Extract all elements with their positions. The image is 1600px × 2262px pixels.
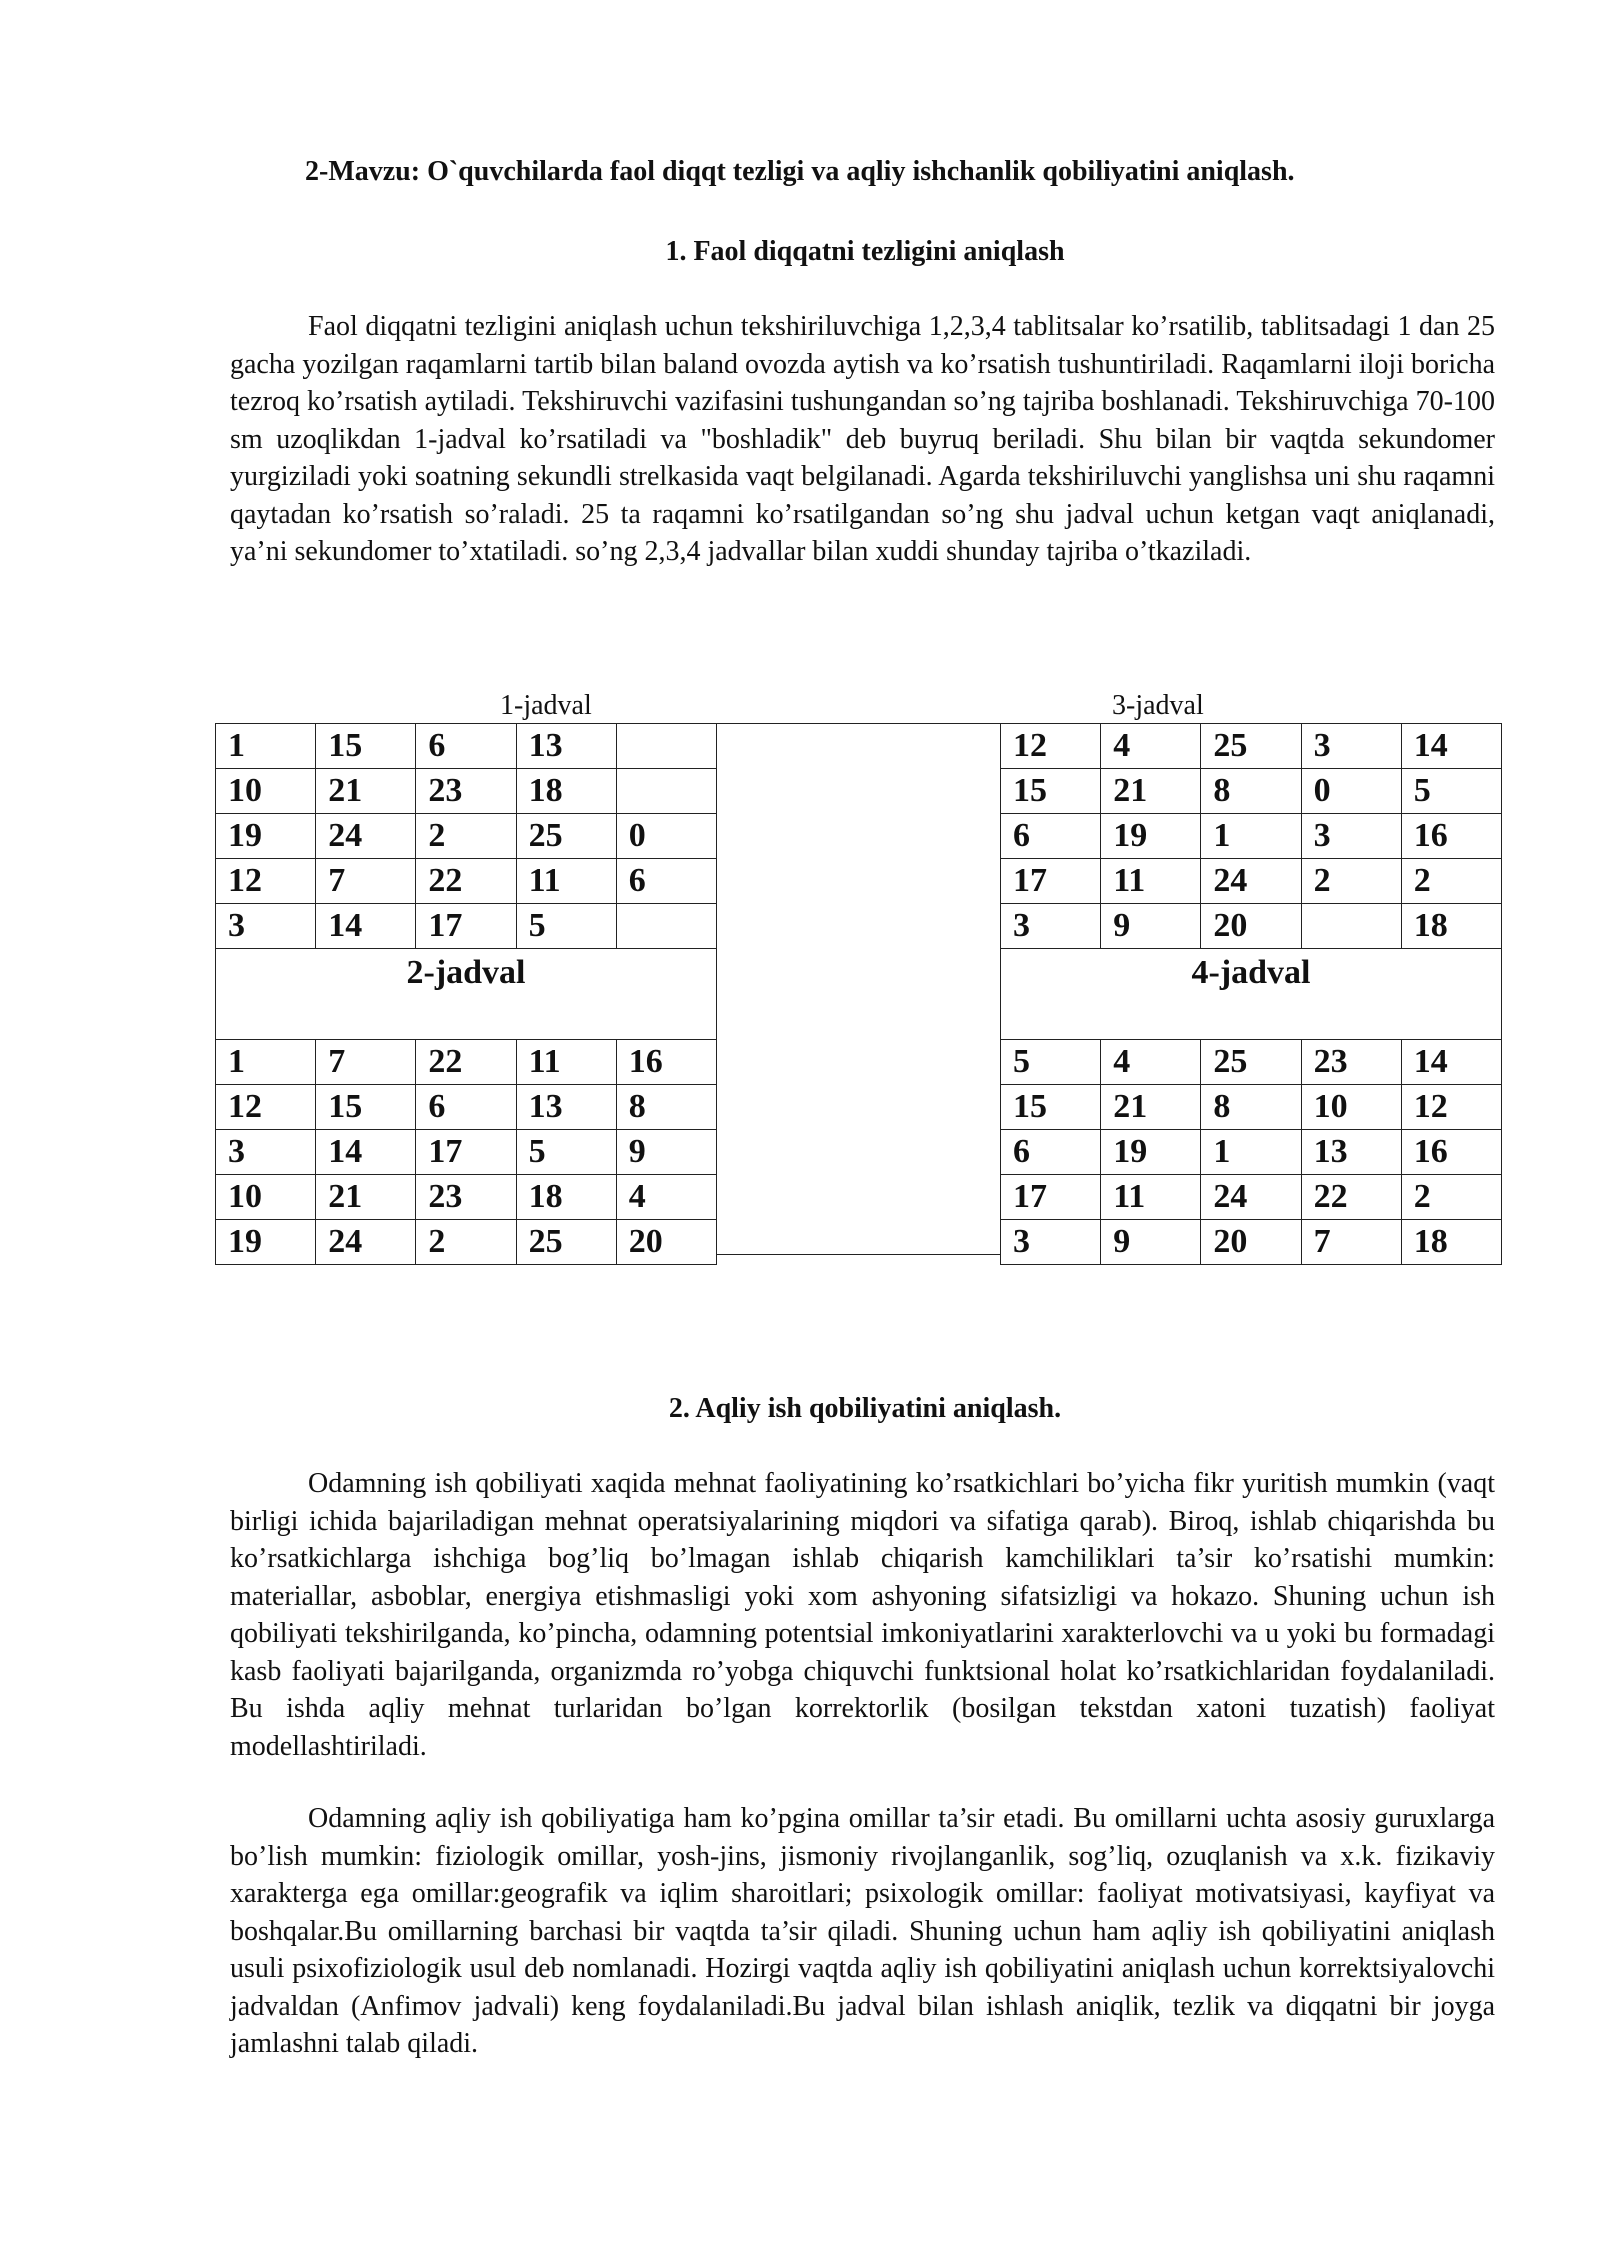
- table1-cell: 23: [416, 769, 516, 814]
- table1-caption: 1-jadval: [500, 690, 592, 721]
- table4-row: [1001, 1130, 1502, 1175]
- table1-cell: 5: [516, 904, 616, 949]
- table2-cell: 8: [616, 1085, 716, 1130]
- table1-cell: 21: [316, 769, 416, 814]
- table1-cell: 19: [216, 814, 316, 859]
- table3-caption: 3-jadval: [1112, 690, 1204, 721]
- table2-row: [216, 1130, 717, 1175]
- table3-cell: 3: [1001, 904, 1101, 949]
- table3-cell: 14: [1401, 724, 1501, 769]
- table2-row: [216, 1175, 717, 1220]
- table2-cell: 21: [316, 1175, 416, 1220]
- table4-cell: 18: [1401, 1220, 1501, 1265]
- table3-cell: 6: [1001, 814, 1101, 859]
- table2-caption: 2-jadval: [216, 949, 717, 1040]
- table4-cell: 24: [1201, 1175, 1301, 1220]
- table3-cell: 25: [1201, 724, 1301, 769]
- table1-cell: [616, 769, 716, 814]
- table1-cell: [616, 724, 716, 769]
- table2-caption-row: [216, 949, 717, 1040]
- table4-cell: 7: [1301, 1220, 1401, 1265]
- tables-left: [215, 723, 717, 1265]
- table4-cell: 21: [1101, 1085, 1201, 1130]
- table4-cell: 12: [1401, 1085, 1501, 1130]
- table2-row: [216, 1040, 717, 1085]
- table2-cell: 25: [516, 1220, 616, 1265]
- table2-cell: 15: [316, 1085, 416, 1130]
- table1-cell: [616, 904, 716, 949]
- table1-cell: 10: [216, 769, 316, 814]
- table3-cell: 11: [1101, 859, 1201, 904]
- table4-row: [1001, 1085, 1502, 1130]
- table2-cell: 20: [616, 1220, 716, 1265]
- table3-cell: 18: [1401, 904, 1501, 949]
- table1-cell: 2: [416, 814, 516, 859]
- table3-row: [1001, 814, 1502, 859]
- table4-row: [1001, 1175, 1502, 1220]
- table1-cell: 11: [516, 859, 616, 904]
- table2-cell: 1: [216, 1040, 316, 1085]
- table3-cell: 4: [1101, 724, 1201, 769]
- table1-cell: 17: [416, 904, 516, 949]
- table1-cell: 24: [316, 814, 416, 859]
- table3-cell: 16: [1401, 814, 1501, 859]
- table2-cell: 7: [316, 1040, 416, 1085]
- table1-row: [216, 814, 717, 859]
- table2-cell: 12: [216, 1085, 316, 1130]
- table2-cell: 6: [416, 1085, 516, 1130]
- table3-cell: 15: [1001, 769, 1101, 814]
- table1-cell: 0: [616, 814, 716, 859]
- table1-cell: 18: [516, 769, 616, 814]
- table2-cell: 4: [616, 1175, 716, 1220]
- table3-cell: 20: [1201, 904, 1301, 949]
- table1-cell: 3: [216, 904, 316, 949]
- table4-cell: 11: [1101, 1175, 1201, 1220]
- table1-cell: 7: [316, 859, 416, 904]
- document-title: 2-Mavzu: O`quvchilarda faol diqqt tezligi va aqliy ishchanlik qobiliyatini aniqlash.: [305, 156, 1295, 187]
- table1-cell: 12: [216, 859, 316, 904]
- table2-cell: 16: [616, 1040, 716, 1085]
- table3-cell: 19: [1101, 814, 1201, 859]
- table2-cell: 11: [516, 1040, 616, 1085]
- table4-cell: 17: [1001, 1175, 1101, 1220]
- table4-cell: 8: [1201, 1085, 1301, 1130]
- table3-cell: 1: [1201, 814, 1301, 859]
- section2-paragraph-2: Odamning aqliy ish qobiliyatiga ham ko’pgina omillar ta’sir etadi. Bu omillarni uchta asosiy guruxlarga bo’lish mumkin: fiziologik omillar, yosh-jins, jismoniy rivojlanganlik, sog’liq, ozuqlanish va x.k. fizikaviy xarakterga ega omillar:geografik va iqlim sharoitlari; psixologik omillar: faoliyat motivatsiyasi, kayfiyat va boshqalar.Bu omillarning barchasi bir vaqtda ta’sir qiladi. Shuning uchun ham aqliy ish qobiliyatini aniqlash usuli psixofiziologik usul deb nomlanadi. Hozirgi vaqtda aqliy ish qobiliyatini aniqlash uchun korrektsiyalovchi jadvaldan (Anfimov jadvali) keng foydalaniladi.Bu jadval bilan ishlash aniqlik, tezlik va diqqatni bir joyga jamlashni talab qiladi.: [230, 1803, 1495, 2059]
- table3-cell: 9: [1101, 904, 1201, 949]
- table4-cell: 23: [1301, 1040, 1401, 1085]
- table2-cell: 9: [616, 1130, 716, 1175]
- table1-row: [216, 724, 717, 769]
- table3-cell: 21: [1101, 769, 1201, 814]
- table4-cell: 13: [1301, 1130, 1401, 1175]
- table2-cell: 19: [216, 1220, 316, 1265]
- table1-cell: 25: [516, 814, 616, 859]
- table2-cell: 10: [216, 1175, 316, 1220]
- table2-row: [216, 1220, 717, 1265]
- table2-cell: 2: [416, 1220, 516, 1265]
- table3-cell: 8: [1201, 769, 1301, 814]
- table4-cell: 9: [1101, 1220, 1201, 1265]
- section1-paragraph: Faol diqqatni tezligini aniqlash uchun tekshiriluvchiga 1,2,3,4 tablitsalar ko’rsatilib, tablitsadagi 1 dan 25 gacha yozilgan raqamlarni tartib bilan baland ovozda aytish va ko’rsatish tushuntiriladi. Raqamlarni iloji boricha tezroq ko’rsatish aytiladi. Tekshiruvchi vazifasini tushungandan so’ng tajriba boshlanadi. Tekshiruvchiga 70-100 sm uzoqlikdan 1-jadval ko’rsatiladi va "boshladik" deb buyruq beriladi. Shu bilan bir vaqtda sekundomer yurgiziladi yoki soatning sekundli strelkasida vaqt belgilanadi. Agarda tekshiriluvchi yanglishsa uni shu raqamni qaytadan ko’rsatish so’raladi. 25 ta raqamni ko’rsatilgandan so’ng shu jadval uchun ketgan vaqt aniqlanadi, ya’ni sekundomer to’xtatiladi. so’ng 2,3,4 jadvallar bilan xuddi shunday tajriba o’tkaziladi.: [230, 311, 1495, 567]
- table3-row: [1001, 724, 1502, 769]
- table2-cell: 23: [416, 1175, 516, 1220]
- table3-cell: 2: [1301, 859, 1401, 904]
- table4-cell: 2: [1401, 1175, 1501, 1220]
- table4-row: [1001, 1220, 1502, 1265]
- table1-cell: 13: [516, 724, 616, 769]
- table4-cell: 15: [1001, 1085, 1101, 1130]
- table4-cell: 4: [1101, 1040, 1201, 1085]
- table3-row: [1001, 859, 1502, 904]
- table3-cell: 3: [1301, 724, 1401, 769]
- table2-row: [216, 1085, 717, 1130]
- table2-cell: 14: [316, 1130, 416, 1175]
- table4-cell: 5: [1001, 1040, 1101, 1085]
- table2-cell: 24: [316, 1220, 416, 1265]
- table4-caption-row: [1001, 949, 1502, 1040]
- table1-row: [216, 859, 717, 904]
- section2-heading: 2. Aqliy ish qobiliyatini aniqlash.: [668, 1393, 1062, 1424]
- table1-cell: 22: [416, 859, 516, 904]
- table3-cell: 0: [1301, 769, 1401, 814]
- table1-cell: 6: [616, 859, 716, 904]
- table4-cell: 19: [1101, 1130, 1201, 1175]
- table2-cell: 18: [516, 1175, 616, 1220]
- table1-row: [216, 904, 717, 949]
- table4-cell: 3: [1001, 1220, 1101, 1265]
- table4-row: [1001, 1040, 1502, 1085]
- section1-heading: 1. Faol diqqatni tezligini aniqlash: [665, 236, 1065, 267]
- table4-cell: 16: [1401, 1130, 1501, 1175]
- table1-cell: 1: [216, 724, 316, 769]
- table4-cell: 20: [1201, 1220, 1301, 1265]
- table1-cell: 14: [316, 904, 416, 949]
- table1-row: [216, 769, 717, 814]
- table3-row: [1001, 904, 1502, 949]
- table4-cell: 14: [1401, 1040, 1501, 1085]
- table2-cell: 5: [516, 1130, 616, 1175]
- table2-cell: 13: [516, 1085, 616, 1130]
- table3-cell: [1301, 904, 1401, 949]
- table3-cell: 12: [1001, 724, 1101, 769]
- section2-paragraph-1: Odamning ish qobiliyati xaqida mehnat faoliyatining ko’rsatkichlari bo’yicha fikr yuritish mumkin (vaqt birligi ichida bajariladigan mehnat operatsiyalarining miqdori va sifatiga qarab). Biroq, ishlab chiqarishda bu ko’rsatkichlarga ishchiga bog’liq bo’lmagan ishlab chiqarish kamchiliklari ta’sir ko’rsatishi mumkin: materiallar, asboblar, energiya etishmasligi yoki xom ashyoning sifatsizligi va hokazo. Shuning uchun ish qobiliyati tekshirilganda, ko’pincha, odamning potentsial imkoniyatlarini xarakterlovchi va u yoki bu formadagi kasb faoliyati bajarilganda, organizmda ro’yobga chiquvchi funktsional holat ko’rsatkichlaridan foydalaniladi. Bu ishda aqliy mehnat turlaridan bo’lgan korrektorlik (bosilgan tekstdan xatoni tuzatish) faoliyat modellashtiriladi.: [230, 1468, 1495, 1762]
- table4-cell: 1: [1201, 1130, 1301, 1175]
- table3-cell: 24: [1201, 859, 1301, 904]
- table3-cell: 5: [1401, 769, 1501, 814]
- table3-cell: 3: [1301, 814, 1401, 859]
- table2-cell: 17: [416, 1130, 516, 1175]
- tables-right: [1000, 723, 1502, 1265]
- table4-caption: 4-jadval: [1001, 949, 1502, 1040]
- table3-cell: 2: [1401, 859, 1501, 904]
- table3-cell: 17: [1001, 859, 1101, 904]
- table4-cell: 22: [1301, 1175, 1401, 1220]
- table1-cell: 6: [416, 724, 516, 769]
- table4-cell: 10: [1301, 1085, 1401, 1130]
- table-gap: [717, 723, 1000, 1255]
- table4-cell: 6: [1001, 1130, 1101, 1175]
- table2-cell: 22: [416, 1040, 516, 1085]
- table1-cell: 15: [316, 724, 416, 769]
- table4-cell: 25: [1201, 1040, 1301, 1085]
- table3-row: [1001, 769, 1502, 814]
- table2-cell: 3: [216, 1130, 316, 1175]
